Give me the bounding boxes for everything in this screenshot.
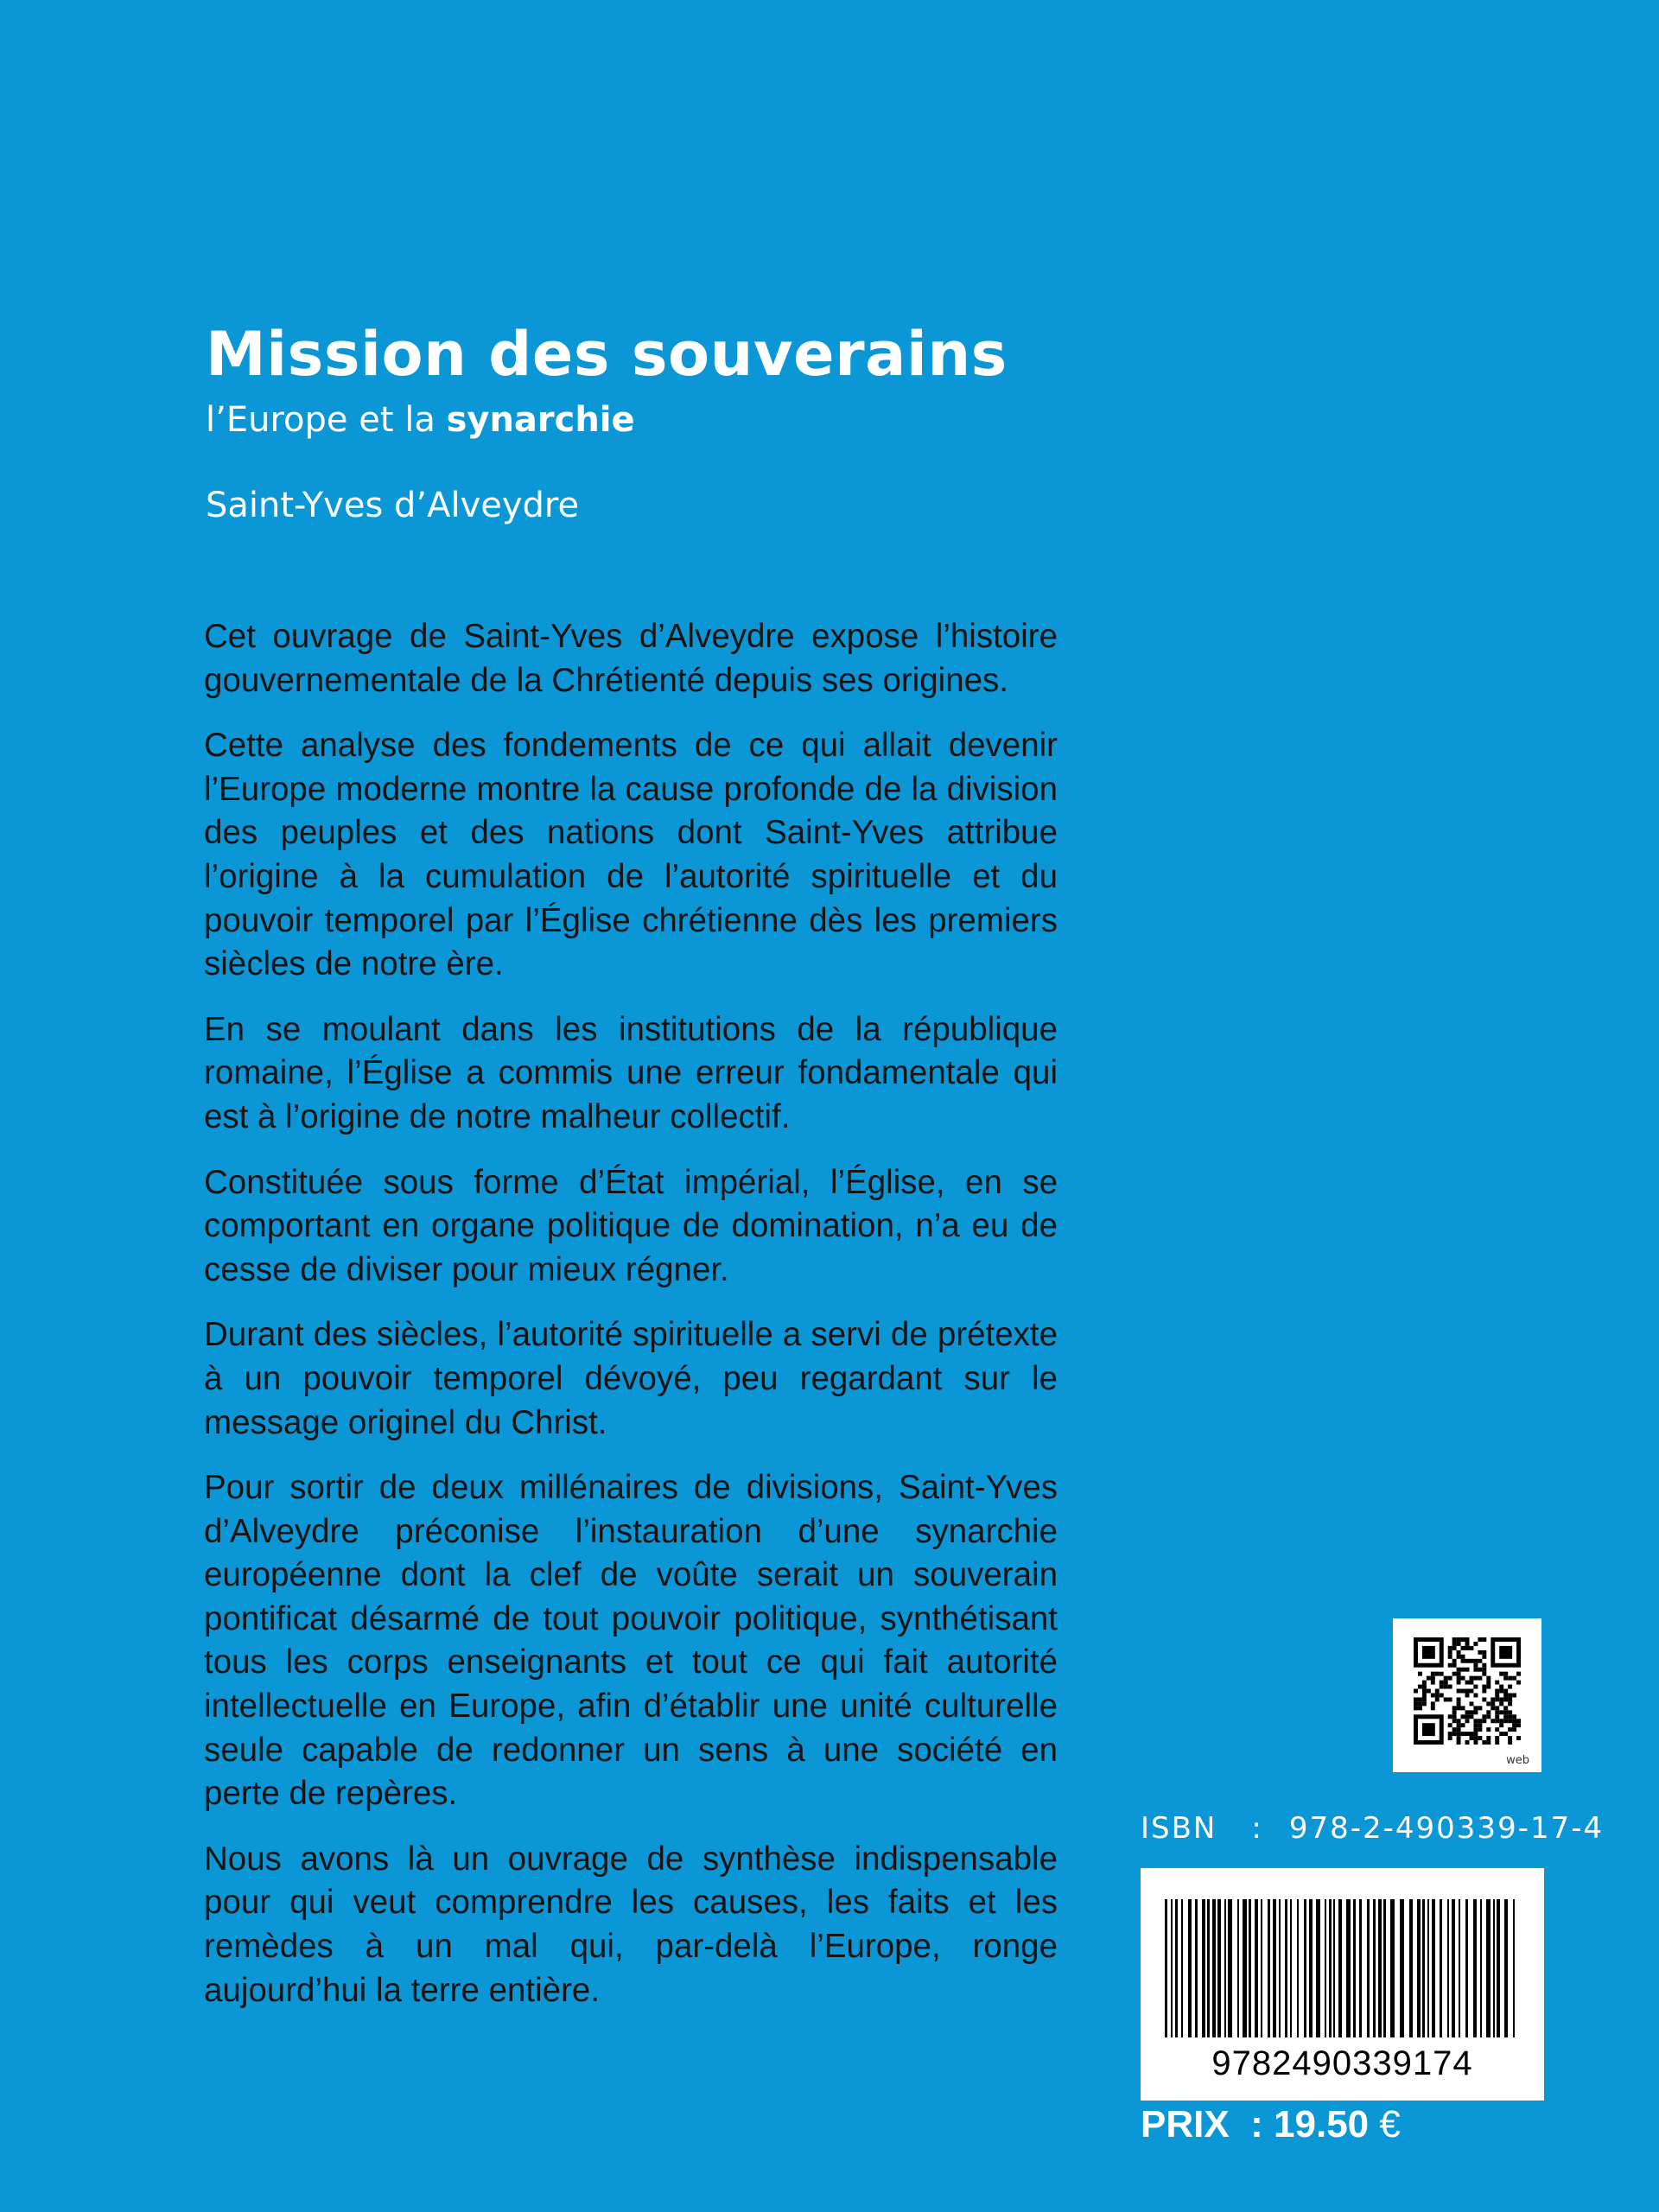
blurb-paragraph: Durant des siècles, l’autorité spirituelle a servi de prétexte à un pouvoir temporel dévoyé, peu regardant sur le message originel du Christ. [204, 1316, 1058, 1441]
book-author: Saint-Yves d’Alveydre [206, 486, 580, 525]
isbn-line [1141, 1811, 1604, 1846]
back-cover-blurb [204, 615, 1058, 2034]
price [1141, 2103, 1401, 2146]
blurb-paragraph: Cette analyse des fondements de ce qui allait devenir l’Europe moderne montre la cause profonde de la division des peuples et des nations dont Saint-Yves attribue l’origine à la cumulation de l’autorité spirituelle et du pouvoir temporel par l’Église chrétienne dès les premiers siècles de notre ère. [204, 727, 1058, 983]
price-label: PRIX [1141, 2103, 1230, 2145]
price-currency: € [1379, 2103, 1401, 2145]
book-title: Mission des souverains [206, 319, 1007, 390]
price-separator: : [1250, 2103, 1263, 2145]
price-value: 19.50 [1274, 2103, 1370, 2145]
subtitle-prefix: l’Europe et la [206, 400, 447, 440]
blurb-paragraph: Cet ouvrage de Saint-Yves d’Alveydre expose l’histoire gouvernementale de la Chrétienté depuis ses origines. [204, 618, 1058, 699]
blurb-paragraph: En se moulant dans les institutions de la république romaine, l’Église a commis une erreur fondamentale qui est à l’origine de notre malheur collectif. [204, 1010, 1058, 1135]
isbn-label: ISBN [1141, 1811, 1217, 1846]
qr-code-icon [1414, 1637, 1521, 1745]
qr-label: web [1506, 1754, 1529, 1767]
blurb-paragraph: Pour sortir de deux millénaires de divisions, Saint-Yves d’Alveydre préconise l’instauration d’une synarchie européenne dont la clef de voûte serait un souverain pontificat désarmé de tout pouvoir politique, synthétisant tous les corps enseignants et tout ce qui fait autorité intellectuelle en Europe, afin d’établir une unité culturelle seule capable de redonner un sens à une société en perte de repères. [204, 1469, 1058, 1813]
subtitle-emphasis: synarchie [446, 400, 635, 440]
qr-code [1393, 1618, 1541, 1772]
isbn-value: 978-2-490339-17-4 [1288, 1811, 1605, 1846]
barcode-digits: 9782490339174 [1211, 2044, 1473, 2082]
isbn-separator: : [1251, 1811, 1263, 1846]
blurb-paragraph: Constituée sous forme d’État impérial, l’Église, en se comportant en organe politique de domination, n’a eu de cesse de diviser pour mieux régner. [204, 1163, 1058, 1288]
barcode [1141, 1868, 1544, 2101]
book-subtitle [206, 399, 635, 441]
blurb-paragraph: Nous avons là un ouvrage de synthèse indispensable pour qui veut comprendre les causes, les faits et les remèdes à un mal qui, par-delà l’Europe, ronge aujourd’hui la terre entière. [204, 1840, 1058, 2009]
